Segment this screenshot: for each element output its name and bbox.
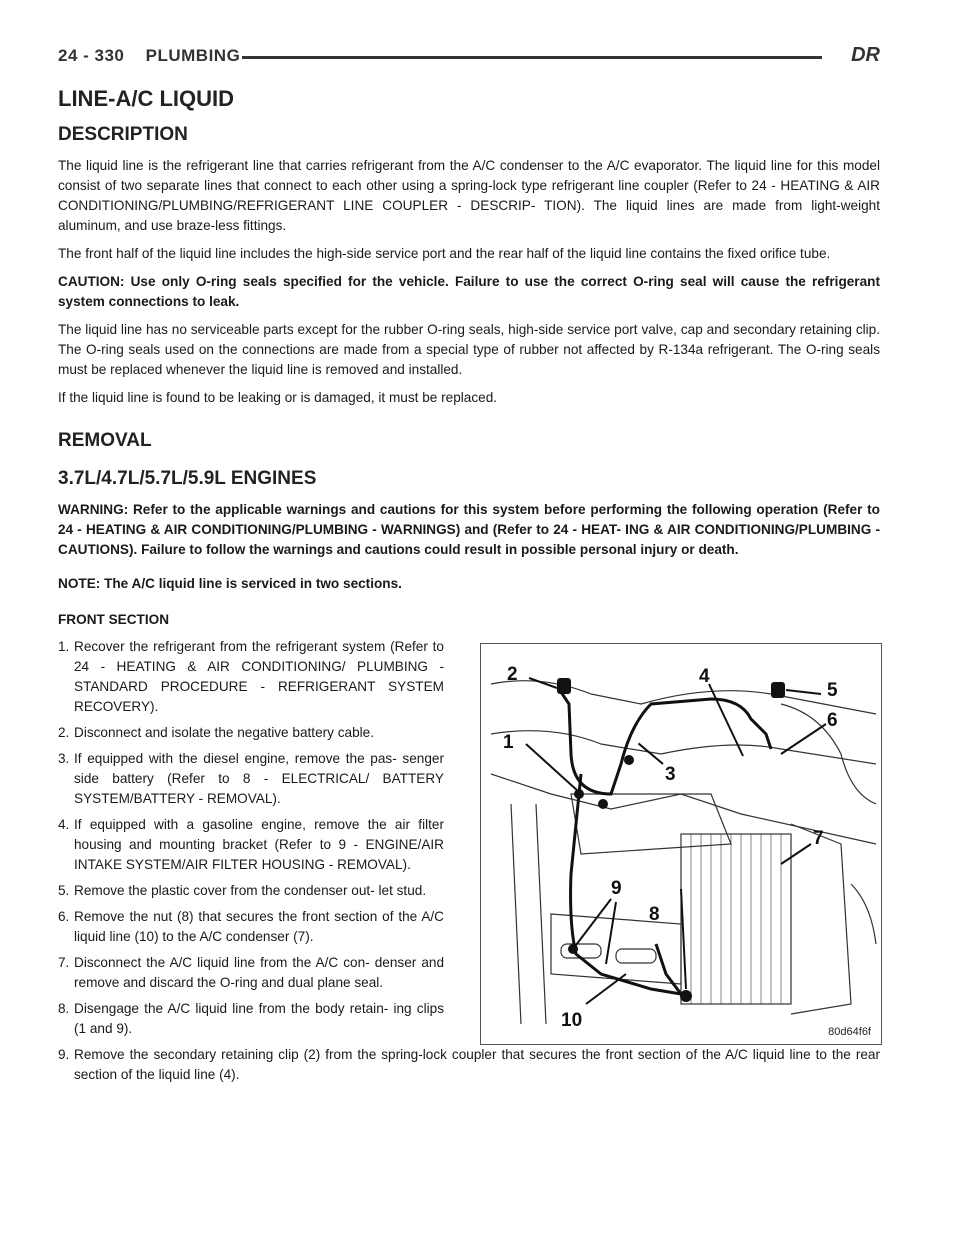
bumper-outline — [851, 884, 876, 944]
leader-9b — [606, 902, 616, 964]
page-content — [58, 86, 880, 1091]
warning-text: WARNING: Refer to the applicable warnings and cautions for this system before performing the following operation (Refer to 24 - HEATING & AIR CONDITIONING/PLUMBING - WARNINGS) and (Refer to 24 - HEAT- ING & AIR CONDITIONING/PLUMBING - CAUTIONS). Failure to follow the warnings and cautions could result in possible personal injury or death. — [58, 502, 880, 557]
callout-9: 9 — [611, 878, 622, 899]
step-item: 5. Remove the plastic cover from the condenser out- let stud. — [58, 883, 427, 898]
fender-outline — [491, 731, 876, 764]
model-code: DR — [851, 44, 880, 66]
condenser-connection-line — [656, 944, 681, 994]
liquid-line-illustration — [480, 643, 882, 1045]
coupler-cap — [771, 682, 785, 698]
note-text: NOTE: The A/C liquid line is serviced in two sections. — [58, 576, 402, 591]
description-paragraph-4: If the liquid line is found to be leaking or is damaged, it must be replaced. — [58, 390, 498, 405]
step-item: 4. If equipped with a gasoline engine, remove the air filter housing and mounting bracket (Refer to 9 - ENGINE/AIR INTAKE SYSTEM/AIR FILTER HOUSING - REMOVAL). — [58, 817, 444, 872]
callout-1: 1 — [503, 732, 514, 753]
coupler-fitting — [624, 755, 634, 765]
slot-outline — [616, 949, 656, 963]
condenser-outline — [681, 834, 791, 1004]
description-paragraph-2: The front half of the liquid line includes the high-side service port and the rear half of the liquid line contains the fixed orifice tube. — [58, 246, 831, 261]
caution-text: CAUTION: Use only O-ring seals specified for the vehicle. Failure to use the correct O-ring seal will cause the refrigerant system connections to leak. — [58, 274, 880, 309]
callout-4: 4 — [699, 666, 710, 687]
description-heading: DESCRIPTION — [58, 124, 188, 145]
page-number: 24 - 330 — [58, 46, 125, 65]
callout-3: 3 — [665, 764, 676, 785]
leader-5 — [786, 690, 821, 694]
left-support-outline — [511, 804, 546, 1024]
condenser-nut — [680, 990, 692, 1002]
callout-6: 6 — [827, 710, 838, 731]
callout-10: 10 — [561, 1010, 583, 1031]
body-clip — [598, 799, 608, 809]
header-rule — [242, 56, 822, 59]
step-item: 6. Remove the nut (8) that secures the front section of the A/C liquid line (10) to the A/C condenser (7). — [58, 909, 444, 944]
callout-2: 2 — [507, 664, 518, 685]
leader-8 — [681, 889, 686, 989]
steps-wrap — [58, 637, 880, 1085]
front-liquid-line — [571, 774, 681, 994]
page-title: LINE-A/C LIQUID — [58, 86, 234, 111]
figure-id: 80d64f6f — [828, 1026, 871, 1038]
engines-subheading: 3.7L/4.7L/5.7L/5.9L ENGINES — [58, 468, 317, 489]
leader-6 — [781, 724, 826, 754]
step-item: 2. Disconnect and isolate the negative battery cable. — [58, 725, 375, 740]
leader-9a — [573, 899, 611, 949]
service-port-cap — [557, 678, 571, 694]
callout-5: 5 — [827, 680, 838, 701]
illustration-drawing — [481, 644, 881, 1044]
step-item: 8. Disengage the A/C liquid line from the body retain- ing clips (1 and 9). — [58, 1001, 444, 1036]
step-item: 3. If equipped with the diesel engine, remove the pas- senger side battery (Refer to 8 - ELECTRICAL/ BATTERY SYSTEM/BATTERY - REMOVAL). — [58, 751, 444, 806]
leader-7 — [781, 844, 811, 864]
body-clip — [574, 789, 584, 799]
description-paragraph-1: The liquid line is the refrigerant line that carries refrigerant from the A/C condenser to the A/C evaporator. The liquid line for this model consist of two separate lines that connect to each other using a spring-lock type refrigerant line coupler (Refer to 24 - HEATING & AIR CONDITIONING/PLUMBING/REFRIGERANT LINE COUPLER - DESCRIP- TION). The liquid lines are made from light-weight aluminum, and use braze-less fittings. — [58, 158, 880, 233]
front-section-label: FRONT SECTION — [58, 612, 170, 627]
description-paragraph-3: The liquid line has no serviceable parts except for the rubber O-ring seals, high-side service port valve, cap and secondary retaining clip. The O-ring seals used on the connections are made from a special type of rubber not affected by R-134a refrigerant. The O-ring seals must be replaced whenever the liquid line is removed and installed. — [58, 322, 880, 377]
removal-heading: REMOVAL — [58, 430, 152, 451]
step-item: 7. Disconnect the A/C liquid line from the A/C con- denser and remove and discard the O-ring and dual plane seal. — [58, 955, 444, 990]
callout-8: 8 — [649, 904, 660, 925]
page-header — [58, 46, 880, 72]
header-left — [58, 46, 240, 66]
step-item: 9. Remove the secondary retaining clip (2) from the spring-lock coupler that secures the front section of the A/C liquid line to the rear section of the liquid line (4). — [58, 1047, 880, 1082]
step-item: 1. Recover the refrigerant from the refrigerant system (Refer to 24 - HEATING & AIR CONDITIONING/ PLUMBING - STANDARD PROCEDURE - REFRIGERANT SYSTEM RECOVERY). — [58, 639, 444, 714]
section-name: PLUMBING — [145, 46, 241, 65]
slot-outline — [561, 944, 601, 958]
callout-7: 7 — [813, 828, 824, 849]
